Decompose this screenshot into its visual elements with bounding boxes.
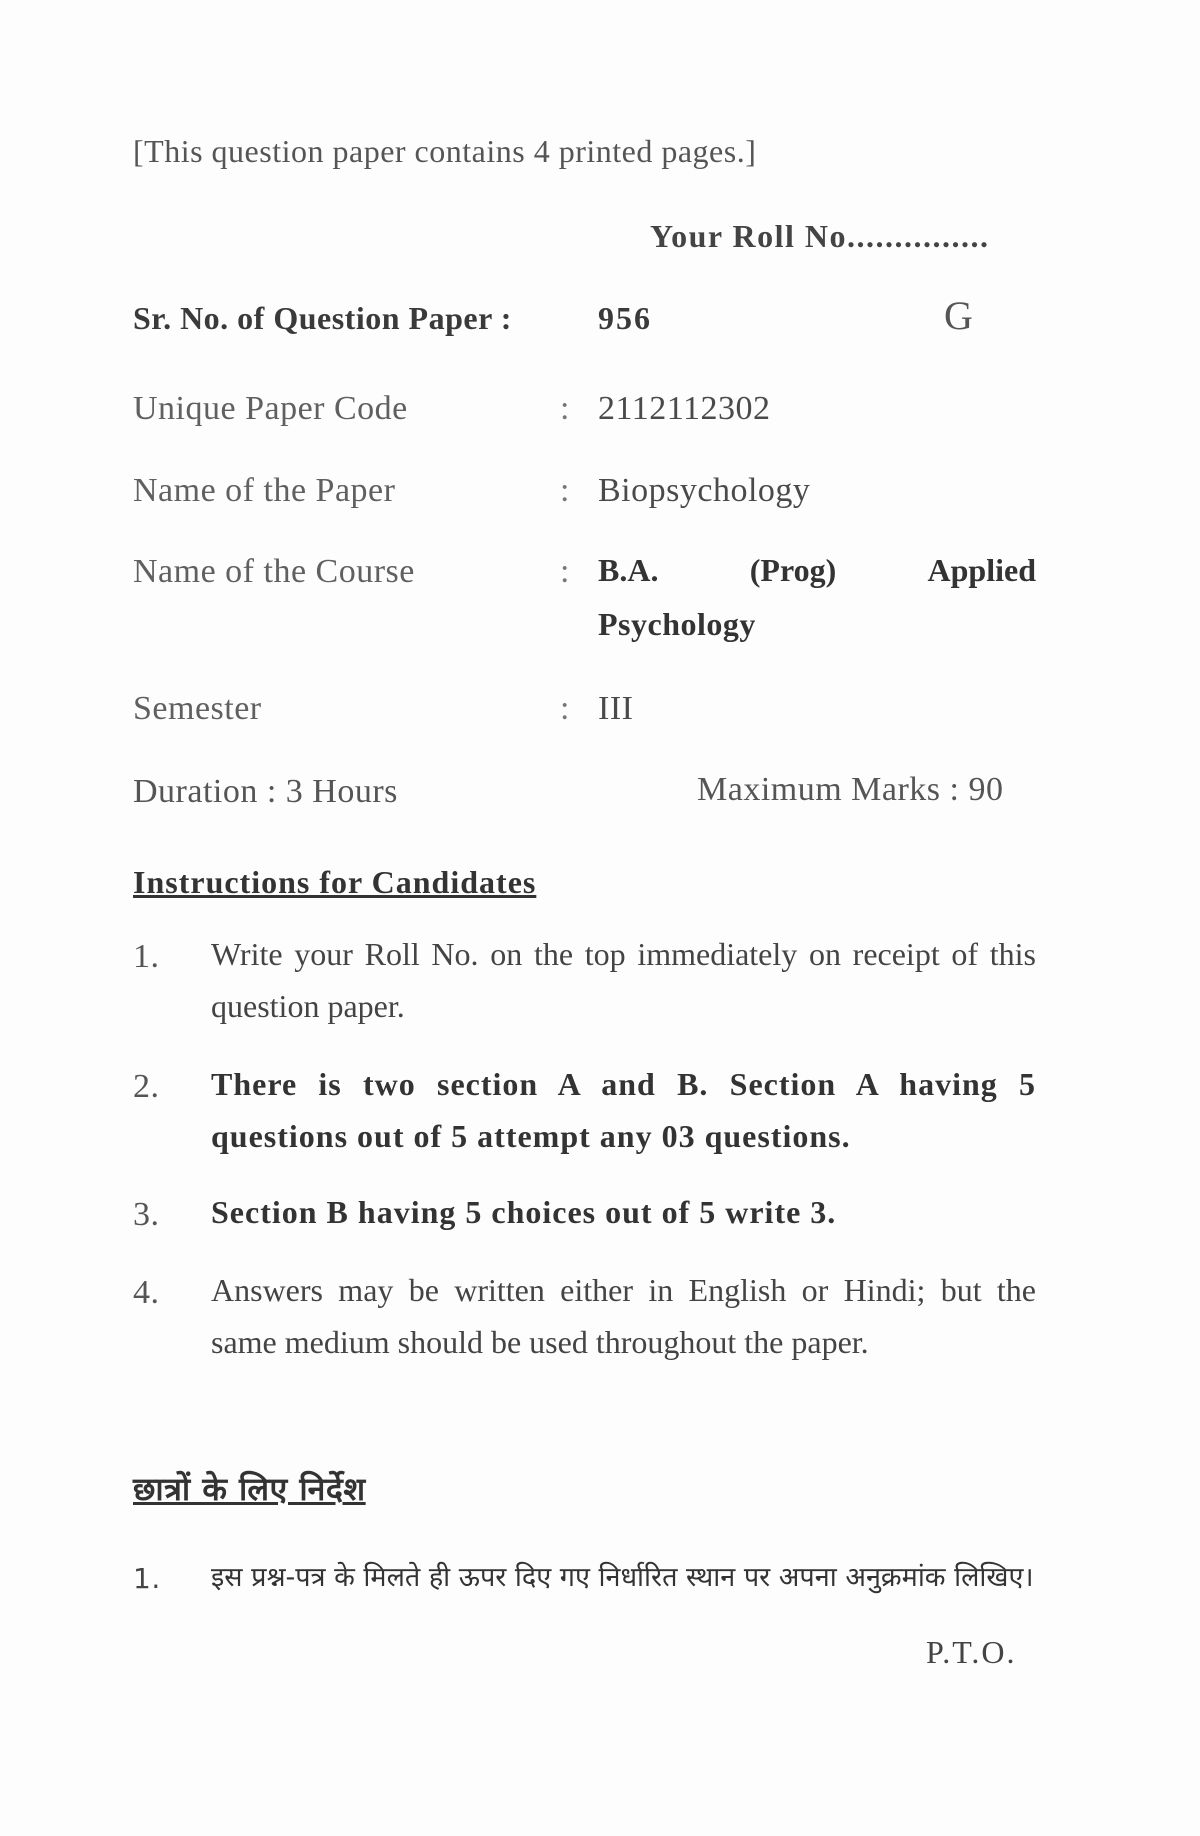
semester-label: Semester [133,690,262,727]
hindi-instructions-heading: छात्रों के लिए निर्देश [133,1470,366,1508]
instruction-number: 2. [133,1068,160,1105]
set-code: G [944,293,974,338]
unique-code-label: Unique Paper Code [133,390,408,427]
course-word-prog: (Prog) [749,552,837,588]
paper-name-colon: : [560,472,570,509]
course-name-value-line1 [598,552,1036,589]
please-turn-over: P.T.O. [926,1634,1017,1670]
instruction-text: Answers may be written either in English or Hindi; but the same medium should be used throughout the paper. [211,1272,1036,1360]
course-name-value-line2: Psychology [598,606,756,642]
course-word-degree: B.A. [598,552,659,588]
roll-number-field: Your Roll No............... [650,218,990,254]
maximum-marks: Maximum Marks : 90 [697,771,1004,808]
instruction-text: Section B having 5 choices out of 5 write 3. [211,1194,837,1230]
sr-no-value: 956 [598,300,652,336]
hindi-instruction-number: 1. [133,1562,161,1595]
duration: Duration : 3 Hours [133,773,398,810]
semester-colon: : [560,690,570,727]
instruction-number: 4. [133,1274,160,1311]
instruction-number: 1. [133,938,160,975]
instruction-text: Write your Roll No. on the top immediately on receipt of this question paper. [211,936,1036,1024]
hindi-instruction-text: इस प्रश्न-पत्र के मिलते ही ऊपर दिए गए निर्धारित स्थान पर अपना अनुक्रमांक लिखिए। [211,1562,1034,1593]
course-name-label: Name of the Course [133,553,415,590]
unique-code-colon: : [560,390,570,427]
paper-name-label: Name of the Paper [133,472,396,509]
instruction-number: 3. [133,1196,160,1233]
instruction-text: There is two section A and B. Section A having 5 questions out of 5 attempt any 03 questions. [211,1066,1036,1154]
instructions-heading: Instructions for Candidates [133,864,537,900]
course-word-applied: Applied [927,552,1036,588]
sr-no-label: Sr. No. of Question Paper : [133,300,512,336]
course-name-colon: : [560,553,570,590]
unique-code-value: 2112112302 [598,390,771,427]
paper-name-value: Biopsychology [598,472,811,509]
page-count-note: [This question paper contains 4 printed pages.] [133,133,757,169]
semester-value: III [598,690,634,727]
